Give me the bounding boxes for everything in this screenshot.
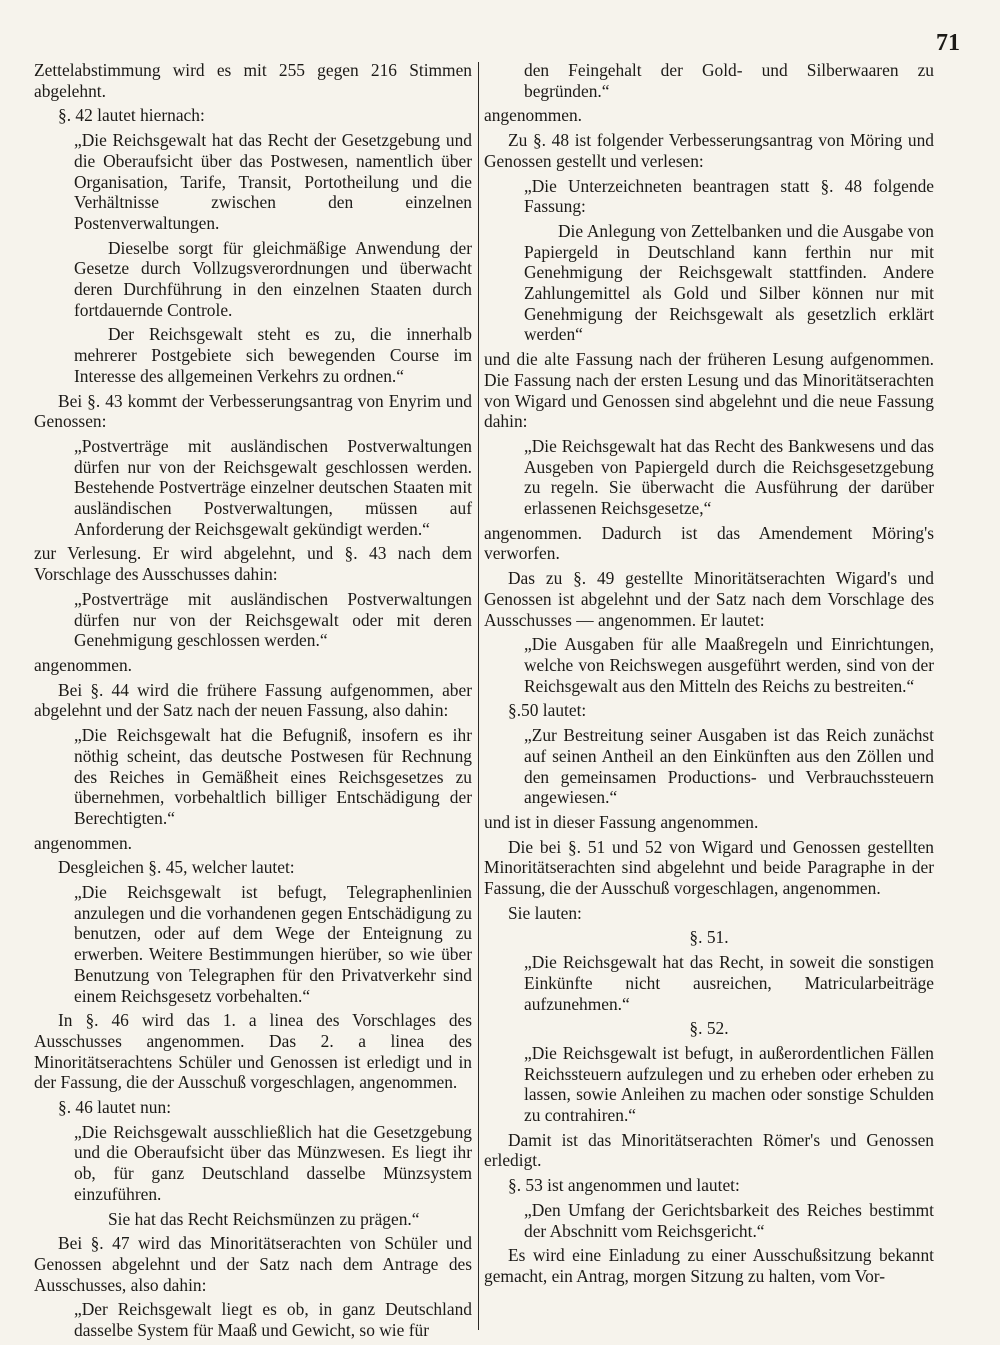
paragraph: „Den Umfang der Gerichtsbarkeit des Reiches bestimmt der Abschnitt vom Reichsgericht.“ [524,1199,934,1241]
paragraph: „Die Ausgaben für alle Maaßregeln und Einrichtungen, welche von Reichswegen ausgeführt werden, sind von der Reichsgewalt aus den Mitteln des Reichs zu bestreiten.“ [524,634,934,696]
right-column [484,60,934,1291]
paragraph: Sie lauten: [508,902,582,923]
page-number: 71 [936,30,960,56]
paragraph: angenommen. [484,105,583,126]
paragraph: „Postverträge mit ausländischen Postverwaltungen dürfen nur von der Reichsgewalt geschlossen werden. Bestehende Postverträge einzelner deutschen Staaten mit ausländischen Postverwaltungen, müssen auf Anforderung der Reichsgewalt gekündigt werden.“ [74,435,472,539]
paragraph: „Die Reichsgewalt hat das Recht, in soweit die sonstigen Einkünfte nicht ausreichen, Matricularbeiträge aufzunehmen.“ [524,952,934,1014]
paragraph: Damit ist das Minoritätserachten Römer's und Genossen erledigt. [484,1129,934,1171]
paragraph: Dieselbe sorgt für gleichmäßige Anwendung der Gesetze durch Vollzugsverordnungen und überwacht deren Durchführung in den einzelnen Staaten durch fortdauernde Controle. [74,237,472,320]
paragraph: Es wird eine Einladung zu einer Ausschußsitzung bekannt gemacht, ein Antrag, morgen Sitzung zu halten, vom Vor- [484,1245,934,1286]
paragraph: „Die Reichsgewalt hat die Befugniß, insofern es ihr nöthig scheint, das deutsche Postwesen für Rechnung des Reiches in Gemäßheit eines Reichsgesetzes zu übernehmen, vorbehaltlich billiger Entschädigung der Berechtigten.“ [74,725,472,828]
paragraph: §. 46 lautet nun: [58,1097,172,1118]
paragraph: §.50 lautet: [508,700,587,721]
paragraph: §. 53 ist angenommen und lautet: [508,1175,740,1196]
column-divider [478,62,479,1330]
paragraph: Das zu §. 49 gestellte Minoritätserachten Wigard's und Genossen ist abgelehnt und der Satz nach dem Vorschlage des Ausschusses — angenommen. Er lautet: [484,568,934,630]
paragraph: Bei §. 44 wird die frühere Fassung aufgenommen, aber abgelehnt und der Satz nach der neuen Fassung, also dahin: [34,679,472,721]
paragraph: „Postverträge mit ausländischen Postverwaltungen dürfen nur von der Reichsgewalt oder mit deren Genehmigung geschlossen werden.“ [74,588,472,651]
paragraph: „Die Reichsgewalt hat das Recht des Bankwesens und das Ausgeben von Papiergeld durch die Reichsgesetzgebung zu regeln. Sie überwacht die Ausführung der darüber erlassenen Reichsgesetze,“ [524,435,934,519]
paragraph: Der Reichsgewalt steht es zu, die innerhalb mehrerer Postgebiete sich bewegenden Course im Interesse des allgemeinen Verkehrs zu ordnen.“ [74,324,472,386]
paragraph: Die bei §. 51 und 52 von Wigard und Genossen gestellten Minoritätserachten sind abgelehnt und beide Paragraphe in der Fassung, die der Ausschuß vorgeschlagen, angenommen. [484,836,934,899]
paragraph: angenommen. Dadurch ist das Amendement Möring's verworfen. [484,522,934,564]
paragraph: „Die Unterzeichneten beantragen statt §. 48 folgende Fassung: [524,175,934,217]
paragraph: zur Verlesung. Er wird abgelehnt, und §. 43 nach dem Vorschlage des Ausschusses dahin: [34,543,472,585]
paragraph: „Die Reichsgewalt hat das Recht der Gesetzgebung und die Oberaufsicht über das Postwesen, namentlich über Organisation, Tarife, Transit, Portotheilung und die Verhältnisse zwischen den einzelnen Postenverwaltungen. [74,130,472,233]
paragraph: §. 52. [689,1018,729,1039]
paragraph: Bei §. 47 wird das Minoritätserachten von Schüler und Genossen abgelehnt und der Satz nach dem Antrage des Ausschusses, also dahin: [34,1233,472,1295]
paragraph: §. 51. [689,927,729,948]
paragraph: und die alte Fassung nach der früheren Lesung aufgenommen. Die Fassung nach der ersten Lesung und das Minoritätserachten von Wigard und Genossen sind abgelehnt und die neue Fassung dahin: [484,349,934,432]
paragraph: „Die Reichsgewalt ausschließlich hat die Gesetzgebung und die Oberaufsicht über das Münzwesen. Es liegt ihr ob, für ganz Deutschland dasselbe Münzsystem einzuführen. [74,1121,472,1204]
paragraph: angenommen. [34,654,133,675]
paragraph: „Die Reichsgewalt ist befugt, in außerordentlichen Fällen Reichssteuern aufzulegen und zu erheben oder erheben zu lassen, sowie Anleihen zu machen oder sonstige Schulden zu contrahiren.“ [524,1042,934,1126]
paragraph: den Feingehalt der Gold- und Silberwaaren zu begründen.“ [524,60,934,101]
paragraph: Desgleichen §. 45, welcher lautet: [58,857,295,878]
paragraph: Sie hat das Recht Reichsmünzen zu prägen.“ [108,1208,420,1229]
paragraph: §. 42 lautet hiernach: [58,105,205,126]
paragraph: „Der Reichsgewalt liegt es ob, in ganz Deutschland dasselbe System für Maaß und Gewicht, so wie für [74,1299,472,1341]
paragraph: Zu §. 48 ist folgender Verbesserungsantrag von Möring und Genossen gestellt und verlesen: [484,130,934,171]
left-column [34,60,472,1345]
paragraph: „Die Reichsgewalt ist befugt, Telegraphenlinien anzulegen und die vorhandenen gegen Entschädigung zu benutzen, oder auf dem Wege der Enteignung zu erwerben. Weitere Bestimmungen hierüber, so wie über Benutzung von Telegraphen für den Privatverkehr sind einem Reichsgesetz vorbehalten.“ [74,882,472,1006]
paragraph: Zettelabstimmung wird es mit 255 gegen 216 Stimmen abgelehnt. [34,60,472,101]
paragraph: Bei §. 43 kommt der Verbesserungsantrag von Enyrim und Genossen: [34,390,472,432]
paragraph: und ist in dieser Fassung angenommen. [484,811,759,832]
paragraph: In §. 46 wird das 1. a linea des Vorschlages des Ausschusses angenommen. Das 2. a linea des Minoritätserachtens Schüler und Genossen ist erledigt und in der Fassung, die der Ausschuß vorgeschlagen, angenommen. [34,1010,472,1093]
paragraph: Die Anlegung von Zettelbanken und die Ausgabe von Papiergeld in Deutschland kann ferthin nur mit Genehmigung der Reichsgewalt stattfinden. Andere Zahlungemittel als Gold und Silber können nur mit Genehmigung der Reichsgewalt als gesetzlich erklärt werden“ [524,220,934,345]
paragraph: angenommen. [34,832,133,853]
paragraph: „Zur Bestreitung seiner Ausgaben ist das Reich zunächst auf seinen Antheil an den Einkünften aus den Zöllen und den gemeinsamen Productions- und Verbrauchssteuern angewiesen.“ [524,725,934,808]
